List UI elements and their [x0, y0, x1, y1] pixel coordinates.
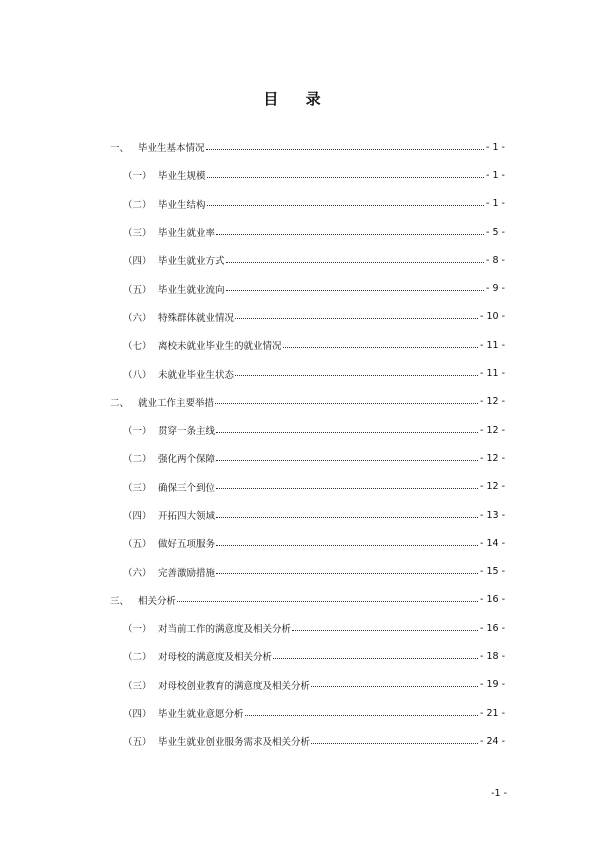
toc-entry-page-number: - 11 - — [480, 368, 505, 380]
toc-subsection-entry[interactable] — [110, 557, 505, 585]
dot-leader — [216, 488, 478, 489]
toc-subsection-entry[interactable] — [110, 161, 505, 189]
toc-subsection-entry[interactable] — [110, 444, 505, 472]
toc-entry-number: 三、 — [110, 595, 130, 607]
toc-entry-number: （三） — [123, 228, 152, 240]
toc-subsection-entry[interactable] — [110, 473, 505, 501]
dot-leader — [311, 743, 478, 744]
toc-subsection-entry[interactable] — [110, 274, 505, 302]
toc-entry-page-number: - 19 - — [480, 679, 505, 691]
toc-subsection-entry[interactable] — [110, 501, 505, 529]
dot-leader — [216, 573, 478, 574]
toc-entry-number: （八） — [123, 369, 152, 381]
toc-entry-page-number: - 16 - — [480, 622, 505, 634]
toc-entry-number: （一） — [123, 624, 152, 636]
toc-section-entry[interactable] — [110, 586, 505, 614]
toc-entry-number: （四） — [123, 256, 152, 268]
toc-entry-page-number: - 8 - — [486, 254, 505, 266]
toc-entry-title: 完善激励措施 — [158, 567, 216, 579]
toc-entry-title: 对母校的满意度及相关分析 — [158, 652, 273, 664]
dot-leader — [283, 347, 479, 348]
toc-entry-number: （四） — [123, 511, 152, 522]
toc-entry-number: （一） — [123, 171, 152, 183]
toc-entry-number: （三） — [123, 680, 152, 692]
toc-entry-number: （五） — [123, 539, 152, 551]
toc-entry-number: （五） — [123, 284, 152, 296]
dot-leader — [207, 205, 485, 206]
dot-leader — [206, 149, 485, 150]
toc-section-entry[interactable] — [110, 133, 505, 161]
dot-leader — [216, 460, 478, 461]
toc-entry-title: 对母校创业教育的满意度及相关分析 — [158, 680, 311, 692]
toc-entry-number: （二） — [123, 652, 152, 664]
toc-subsection-entry[interactable] — [110, 671, 505, 699]
dot-leader — [235, 375, 478, 376]
dot-leader — [226, 290, 485, 291]
toc-entry-title: 毕业生规模 — [158, 171, 206, 183]
toc-entry-number: （二） — [123, 454, 152, 466]
toc-subsection-entry[interactable] — [110, 246, 505, 274]
toc-entry-page-number: - 12 - — [480, 424, 505, 436]
toc-entry-number: （二） — [123, 199, 152, 211]
toc-subsection-entry[interactable] — [110, 416, 505, 444]
toc-entry-number: （六） — [123, 312, 152, 324]
toc-entry-page-number: - 1 - — [486, 198, 505, 210]
toc-subsection-entry[interactable] — [110, 529, 505, 557]
toc-entry-title: 特殊群体就业情况 — [158, 312, 235, 324]
dot-leader — [215, 403, 478, 404]
toc-subsection-entry[interactable] — [110, 699, 505, 727]
toc-entry-page-number: - 11 - — [480, 339, 505, 351]
toc-entry-title: 对当前工作的满意度及相关分析 — [158, 624, 292, 636]
dot-leader — [207, 177, 485, 178]
toc-subsection-entry[interactable] — [110, 727, 505, 755]
toc-entry-page-number: - 1 - — [486, 169, 505, 181]
toc-entry-title: 未就业毕业生状态 — [158, 369, 235, 381]
toc-entry-number: （四） — [123, 709, 152, 721]
toc-entry-number: （七） — [123, 341, 152, 353]
footer-page-number: -1 - — [491, 788, 507, 799]
toc-subsection-entry[interactable] — [110, 614, 505, 642]
toc-entry-title: 毕业生就业流向 — [158, 284, 225, 296]
toc-entry-number: 二、 — [110, 397, 130, 409]
toc-entry-page-number: - 16 - — [480, 594, 505, 606]
toc-entry-number: （一） — [123, 426, 152, 438]
table-of-contents — [110, 133, 505, 756]
dot-leader — [216, 517, 478, 518]
toc-entry-title: 确保三个到位 — [158, 482, 216, 494]
dot-leader — [216, 432, 478, 433]
toc-entry-title: 强化两个保障 — [158, 454, 216, 466]
toc-entry-page-number: - 12 - — [480, 481, 505, 493]
toc-entry-page-number: - 13 - — [480, 509, 505, 521]
page-title: 目 录 — [263, 90, 332, 108]
toc-entry-title: 就业工作主要举措 — [138, 397, 215, 409]
toc-entry-title: 毕业生就业率 — [158, 228, 216, 240]
toc-entry-title: 毕业生结构 — [158, 199, 206, 211]
toc-entry-page-number: - 12 - — [480, 396, 505, 408]
dot-leader — [273, 658, 478, 659]
toc-entry-page-number: - 5 - — [486, 226, 505, 238]
toc-entry-page-number: - 12 - — [480, 452, 505, 464]
toc-entry-title: 毕业生就业创业服务需求及相关分析 — [158, 737, 311, 749]
dot-leader — [245, 715, 479, 716]
toc-entry-page-number: - 24 - — [480, 735, 505, 747]
toc-entry-title: 离校未就业毕业生的就业情况 — [158, 341, 282, 353]
dot-leader — [311, 686, 478, 687]
toc-entry-page-number: - 1 - — [486, 141, 505, 153]
dot-leader — [292, 630, 478, 631]
toc-subsection-entry[interactable] — [110, 331, 505, 359]
dot-leader — [226, 262, 485, 263]
toc-subsection-entry[interactable] — [110, 303, 505, 331]
toc-subsection-entry[interactable] — [110, 218, 505, 246]
toc-entry-page-number: - 21 - — [480, 707, 505, 719]
toc-entry-number: （五） — [123, 737, 152, 749]
toc-entry-page-number: - 9 - — [486, 283, 505, 295]
toc-subsection-entry[interactable] — [110, 642, 505, 670]
toc-entry-title: 做好五项服务 — [158, 539, 216, 551]
toc-entry-title: 开拓四大领域 — [158, 511, 216, 522]
toc-entry-number: 一、 — [110, 143, 130, 155]
toc-entry-number: （三） — [123, 482, 152, 494]
toc-subsection-entry[interactable] — [110, 190, 505, 218]
toc-entry-page-number: - 14 - — [480, 537, 505, 549]
toc-entry-number: （六） — [123, 567, 152, 579]
toc-entry-title: 毕业生基本情况 — [138, 143, 205, 155]
toc-section-entry[interactable] — [110, 388, 505, 416]
toc-entry-page-number: - 10 - — [480, 311, 505, 323]
toc-entry-title: 贯穿一条主线 — [158, 426, 216, 438]
dot-leader — [216, 234, 484, 235]
toc-entry-page-number: - 18 - — [480, 650, 505, 662]
toc-subsection-entry[interactable] — [110, 359, 505, 387]
toc-entry-title: 相关分析 — [138, 595, 177, 607]
toc-entry-title: 毕业生就业方式 — [158, 256, 225, 268]
dot-leader — [235, 318, 478, 319]
toc-entry-page-number: - 15 - — [480, 566, 505, 578]
dot-leader — [216, 545, 478, 546]
dot-leader — [177, 601, 478, 602]
toc-entry-title: 毕业生就业意愿分析 — [158, 709, 244, 721]
